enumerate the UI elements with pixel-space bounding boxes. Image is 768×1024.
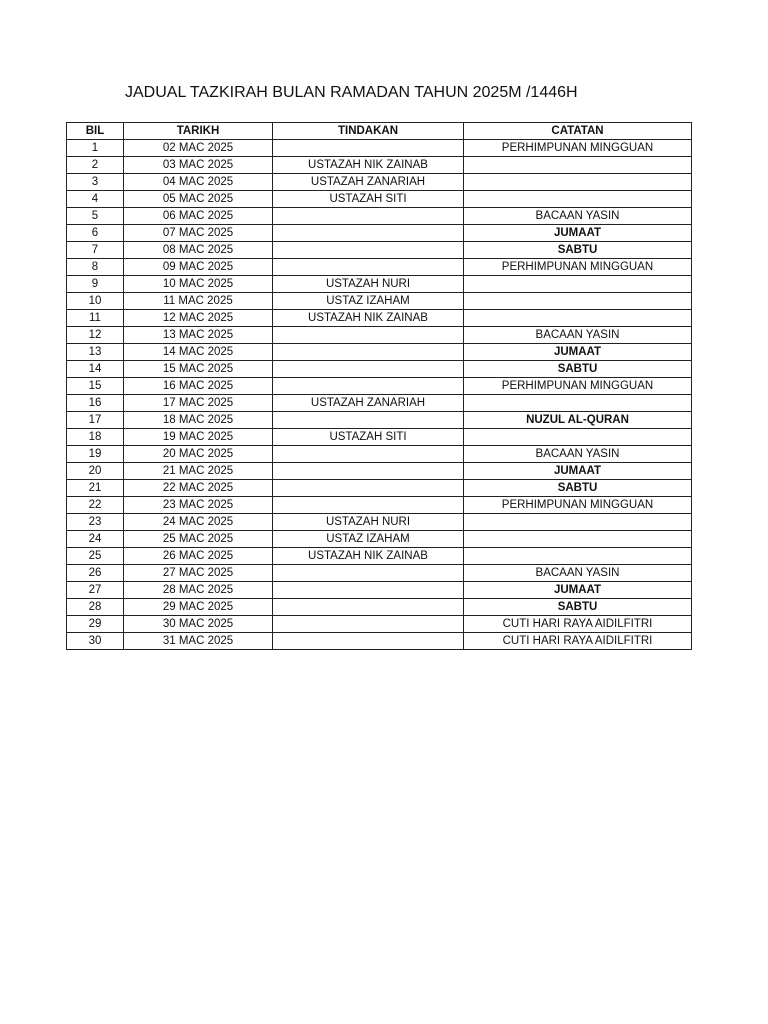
cell-tindakan: USTAZAH NIK ZAINAB [273,157,464,174]
table-header-row [67,123,692,140]
cell-catatan [464,395,692,412]
table-row [67,565,692,582]
cell-tindakan [273,633,464,650]
cell-catatan: BACAAN YASIN [464,565,692,582]
cell-bil: 18 [67,429,124,446]
cell-bil: 20 [67,463,124,480]
cell-bil: 11 [67,310,124,327]
cell-catatan: PERHIMPUNAN MINGGUAN [464,497,692,514]
header-bil: BIL [67,123,124,140]
cell-bil: 21 [67,480,124,497]
cell-bil: 2 [67,157,124,174]
table-row [67,208,692,225]
cell-tindakan [273,378,464,395]
table-row [67,310,692,327]
table-row [67,616,692,633]
cell-catatan [464,191,692,208]
cell-tindakan: USTAZAH SITI [273,191,464,208]
table-row [67,548,692,565]
cell-catatan [464,157,692,174]
table-row [67,378,692,395]
table-row [67,412,692,429]
table-row [67,582,692,599]
cell-tarikh: 26 MAC 2025 [124,548,273,565]
cell-catatan [464,514,692,531]
cell-catatan: PERHIMPUNAN MINGGUAN [464,378,692,395]
cell-tarikh: 28 MAC 2025 [124,582,273,599]
cell-catatan [464,531,692,548]
cell-catatan: PERHIMPUNAN MINGGUAN [464,140,692,157]
cell-tindakan: USTAZ IZAHAM [273,293,464,310]
cell-catatan [464,293,692,310]
cell-bil: 3 [67,174,124,191]
cell-tindakan: USTAZAH SITI [273,429,464,446]
cell-tindakan [273,463,464,480]
cell-bil: 10 [67,293,124,310]
cell-tarikh: 12 MAC 2025 [124,310,273,327]
cell-catatan: JUMAAT [464,463,692,480]
cell-bil: 26 [67,565,124,582]
cell-tindakan: USTAZAH NIK ZAINAB [273,310,464,327]
cell-tarikh: 09 MAC 2025 [124,259,273,276]
cell-catatan: JUMAAT [464,582,692,599]
table-row [67,429,692,446]
cell-bil: 14 [67,361,124,378]
cell-catatan: CUTI HARI RAYA AIDILFITRI [464,616,692,633]
header-tindakan: TINDAKAN [273,123,464,140]
cell-tarikh: 06 MAC 2025 [124,208,273,225]
cell-bil: 25 [67,548,124,565]
cell-tindakan [273,344,464,361]
table-row [67,327,692,344]
cell-bil: 15 [67,378,124,395]
cell-catatan [464,310,692,327]
cell-tindakan [273,208,464,225]
cell-bil: 22 [67,497,124,514]
cell-catatan: NUZUL AL-QURAN [464,412,692,429]
table-row [67,395,692,412]
cell-tarikh: 30 MAC 2025 [124,616,273,633]
cell-tindakan [273,599,464,616]
cell-bil: 23 [67,514,124,531]
table-row [67,361,692,378]
cell-tarikh: 23 MAC 2025 [124,497,273,514]
cell-tarikh: 16 MAC 2025 [124,378,273,395]
cell-tindakan [273,259,464,276]
cell-tindakan [273,582,464,599]
cell-tarikh: 25 MAC 2025 [124,531,273,548]
cell-catatan [464,276,692,293]
table-body [67,140,692,650]
cell-catatan [464,548,692,565]
cell-tindakan [273,242,464,259]
cell-bil: 7 [67,242,124,259]
cell-tarikh: 03 MAC 2025 [124,157,273,174]
table-row [67,276,692,293]
cell-bil: 6 [67,225,124,242]
cell-bil: 12 [67,327,124,344]
cell-tindakan: USTAZAH NIK ZAINAB [273,548,464,565]
cell-bil: 30 [67,633,124,650]
cell-bil: 5 [67,208,124,225]
cell-tindakan [273,412,464,429]
cell-bil: 17 [67,412,124,429]
cell-bil: 9 [67,276,124,293]
cell-tindakan [273,616,464,633]
cell-bil: 28 [67,599,124,616]
cell-bil: 29 [67,616,124,633]
cell-tarikh: 21 MAC 2025 [124,463,273,480]
table-row [67,497,692,514]
cell-tarikh: 18 MAC 2025 [124,412,273,429]
cell-catatan: BACAAN YASIN [464,327,692,344]
table-row [67,174,692,191]
table-row [67,259,692,276]
cell-tarikh: 10 MAC 2025 [124,276,273,293]
cell-bil: 24 [67,531,124,548]
cell-bil: 4 [67,191,124,208]
table-row [67,599,692,616]
cell-catatan: SABTU [464,242,692,259]
table-row [67,157,692,174]
cell-tindakan: USTAZAH NURI [273,276,464,293]
cell-tindakan [273,361,464,378]
cell-tindakan: USTAZAH NURI [273,514,464,531]
cell-tarikh: 17 MAC 2025 [124,395,273,412]
cell-bil: 8 [67,259,124,276]
cell-tarikh: 04 MAC 2025 [124,174,273,191]
cell-catatan: JUMAAT [464,344,692,361]
cell-bil: 13 [67,344,124,361]
cell-tarikh: 27 MAC 2025 [124,565,273,582]
cell-bil: 16 [67,395,124,412]
cell-catatan: SABTU [464,480,692,497]
cell-tarikh: 02 MAC 2025 [124,140,273,157]
table-row [67,191,692,208]
cell-tindakan [273,497,464,514]
cell-tarikh: 05 MAC 2025 [124,191,273,208]
cell-tindakan: USTAZAH ZANARIAH [273,395,464,412]
table-row [67,225,692,242]
cell-tarikh: 31 MAC 2025 [124,633,273,650]
cell-catatan [464,174,692,191]
cell-tarikh: 13 MAC 2025 [124,327,273,344]
cell-bil: 27 [67,582,124,599]
cell-tarikh: 20 MAC 2025 [124,446,273,463]
cell-tarikh: 15 MAC 2025 [124,361,273,378]
cell-tindakan [273,446,464,463]
cell-bil: 1 [67,140,124,157]
table-row [67,344,692,361]
page-title: JADUAL TAZKIRAH BULAN RAMADAN TAHUN 2025M /1446H [125,84,578,101]
cell-tindakan: USTAZ IZAHAM [273,531,464,548]
schedule-table [66,122,692,650]
cell-tindakan: USTAZAH ZANARIAH [273,174,464,191]
table-row [67,446,692,463]
cell-tindakan [273,225,464,242]
table-row [67,293,692,310]
cell-tarikh: 07 MAC 2025 [124,225,273,242]
cell-catatan: JUMAAT [464,225,692,242]
cell-tarikh: 11 MAC 2025 [124,293,273,310]
table-row [67,480,692,497]
cell-tarikh: 24 MAC 2025 [124,514,273,531]
table-row [67,514,692,531]
header-catatan: CATATAN [464,123,692,140]
cell-catatan: CUTI HARI RAYA AIDILFITRI [464,633,692,650]
cell-tarikh: 19 MAC 2025 [124,429,273,446]
cell-catatan [464,429,692,446]
cell-tarikh: 08 MAC 2025 [124,242,273,259]
cell-tindakan [273,565,464,582]
cell-catatan: PERHIMPUNAN MINGGUAN [464,259,692,276]
cell-tindakan [273,480,464,497]
cell-tarikh: 14 MAC 2025 [124,344,273,361]
cell-catatan: SABTU [464,599,692,616]
table-row [67,531,692,548]
cell-tarikh: 22 MAC 2025 [124,480,273,497]
cell-catatan: SABTU [464,361,692,378]
cell-catatan: BACAAN YASIN [464,208,692,225]
cell-tarikh: 29 MAC 2025 [124,599,273,616]
table-row [67,242,692,259]
cell-tindakan [273,140,464,157]
cell-tindakan [273,327,464,344]
table-row [67,140,692,157]
header-tarikh: TARIKH [124,123,273,140]
cell-bil: 19 [67,446,124,463]
cell-catatan: BACAAN YASIN [464,446,692,463]
table-row [67,463,692,480]
table-row [67,633,692,650]
